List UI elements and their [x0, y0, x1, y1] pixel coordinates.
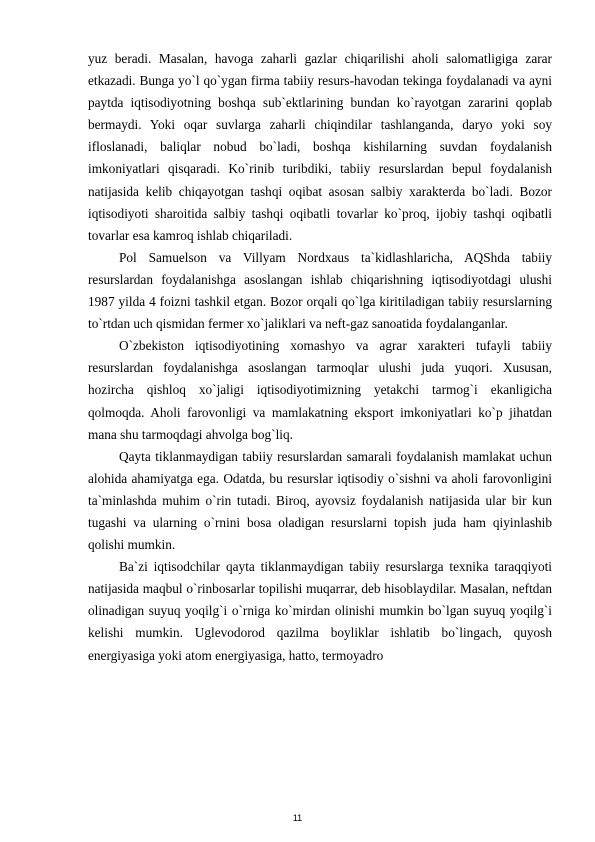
paragraph-1: yuz beradi. Masalan, havoga zaharli gazlar chiqarilishi aholi salomatligiga zarar etkazadi. Bunga yo`l qo`ygan firma tabiiy resurs-havodan tekinga foydalanadi va ayni paytda iqtisodiyotning boshqa sub`ektlarining bundan ko`rayotgan zararini qoplab bermaydi. Yoki oqar suvlarga zaharli chiqindilar tashlanganda, daryo yoki soy ifloslanadi, baliqlar nobud bo`ladi, boshqa kishilarning suvdan foydalanish imkoniyatlari qisqaradi. Ko`rinib turibdiki, tabiiy resurslardan bepul foydalanish natijasida kelib chiqayotgan tashqi oqibat asosan salbiy xarakterda bo`ladi. Bozor iqtisodiyoti sharoitida salbiy tashqi oqibatli tovarlar ko`proq, ijobiy tashqi oqibatli tovarlar esa kamroq ishlab chiqariladi. [88, 51, 552, 243]
paragraph-3: O`zbekiston iqtisodiyotining xomashyo va agrar xarakteri tufayli tabiiy resurslardan foydalanishga asoslangan tarmoqlar ulushi juda yuqori. Xususan, hozircha qishloq xo`jaligi iqtisodiyotimizning yetakchi tarmog`i ekanligicha qolmoqda. Aholi farovonligi va mamlakatning eksport imkoniyatlari ko`p jihatdan mana shu tarmoqdagi ahvolga bog`liq. [88, 338, 552, 442]
paragraph-4: Qayta tiklanmaydigan tabiiy resurslardan samarali foydalanish mamlakat uchun alohida ahamiyatga ega. Odatda, bu resurslar iqtisodiy o`sishni va aholi farovonligini ta`minlashda muhim o`rin tutadi. Biroq, ayovsiz foydalanish natijasida ular bir kun tugashi va ularning o`rnini bosa oladigan resurslarni topish juda ham qiyinlashib qolishi mumkin. [88, 448, 552, 553]
paragraph-5: Ba`zi iqtisodchilar qayta tiklanmaydigan tabiiy resurslarga texnika taraqqiyoti natijasida maqbul o`rinbosarlar topilishi muqarrar, deb hisoblaydilar. Masalan, neftdan olinadigan suyuq yoqilg`i o`rniga ko`mirdan olinishi mumkin bo`lgan suyuq yoqilg`i kelishi mumkin. Uglevodorod qazilma boyliklar ishlatib bo`lingach, quyosh energiyasiga yoki atom energiyasiga, hatto, termoyadro [88, 559, 552, 663]
page-number: 11 [292, 813, 303, 823]
paragraph-2: Pol Samuelson va Villyam Nordxaus ta`kidlashlaricha, AQShda tabiiy resurslardan foydalanishga asoslangan ishlab chiqarishning iqtisodiyotdagi ulushi 1987 yilda 4 foizni tashkil etgan. Bozor orqali qo`lga kiritiladigan tabiiy resurslarning to`rtdan uch qismidan fermer xo`jaliklari va neft-gaz sanoatida foydalanganlar. [88, 249, 552, 332]
document-page [88, 48, 552, 667]
